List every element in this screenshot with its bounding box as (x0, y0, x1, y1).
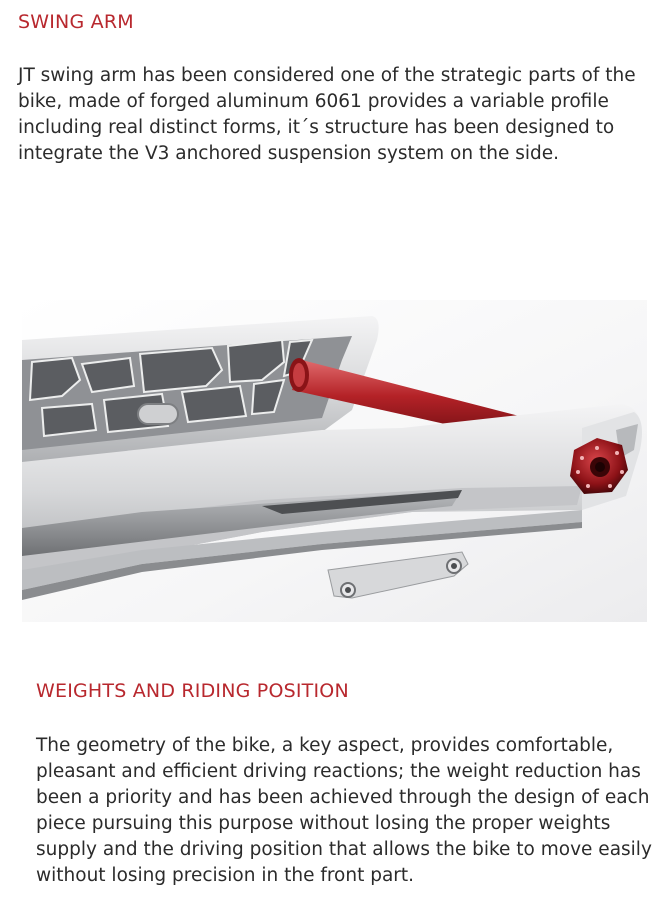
paragraph-line: JT swing arm has been considered one of the strategic parts of the (18, 65, 636, 86)
paragraph-line: piece pursuing this purpose without losing the proper weights (36, 813, 611, 834)
paragraph-line: bike, made of forged aluminum 6061 provides a variable profile (18, 91, 609, 112)
section-heading-swing-arm: SWING ARM (18, 11, 134, 33)
paragraph-line: been a priority and has been achieved through the design of each (36, 787, 650, 808)
weights-riding-paragraph (36, 733, 651, 889)
paragraph-line: without losing precision in the front part. (36, 865, 415, 886)
swing-arm-paragraph (18, 63, 648, 167)
paragraph-line: integrate the V3 anchored suspension system on the side. (18, 143, 559, 164)
paragraph-line: pleasant and efficient driving reactions; the weight reduction has (36, 761, 641, 782)
paragraph-line: The geometry of the bike, a key aspect, provides comfortable, (36, 735, 614, 756)
paragraph-line: supply and the driving position that allows the bike to move easily (36, 839, 652, 860)
swing-arm-render-image (22, 300, 647, 622)
section-heading-weights-riding: WEIGHTS AND RIDING POSITION (36, 680, 349, 702)
paragraph-line: including real distinct forms, it´s structure has been designed to (18, 117, 615, 138)
